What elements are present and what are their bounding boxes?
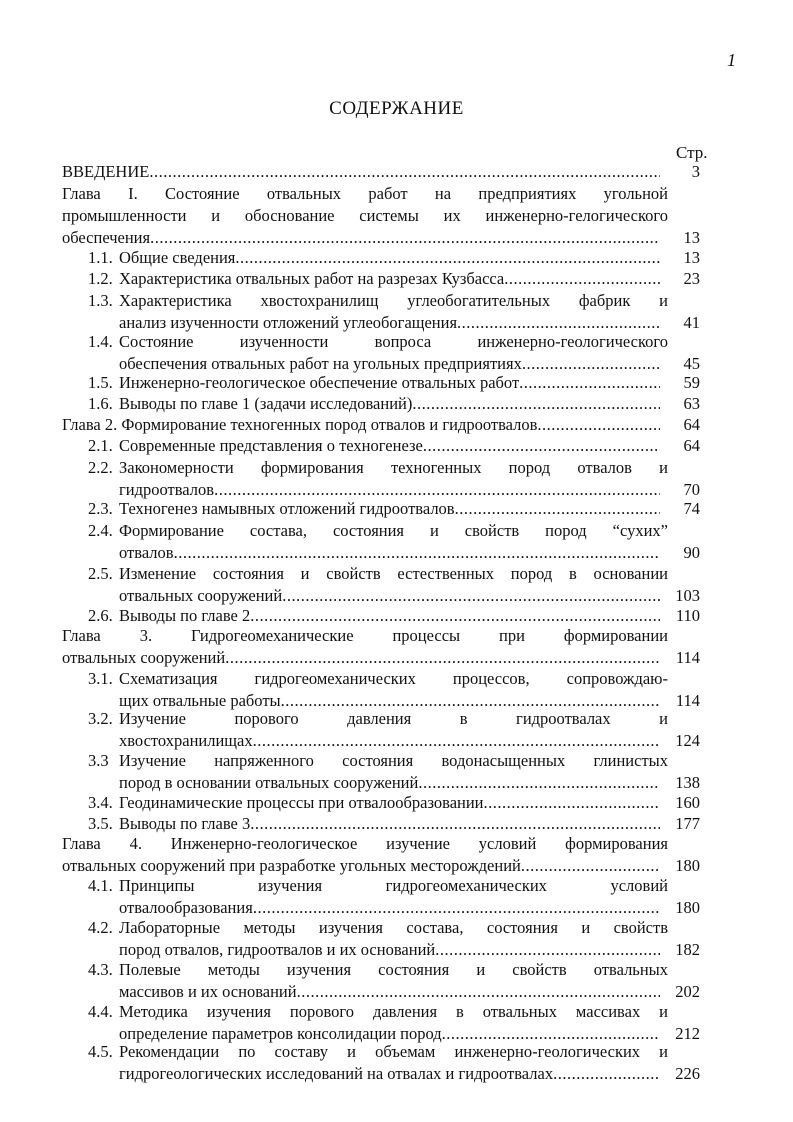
toc-entry-number: 1.5. — [88, 373, 113, 392]
toc-entry-title — [62, 414, 660, 436]
toc-page-number: 13 — [683, 228, 700, 247]
dot-leader — [412, 393, 660, 415]
toc-entry-title — [119, 247, 660, 269]
toc-entry-text: Инженерно-геологическое обеспечение отвальных работ — [119, 373, 520, 392]
page-number: 1 — [727, 50, 736, 70]
toc-page-number: 64 — [683, 436, 700, 455]
toc-page-number: 180 — [675, 856, 700, 875]
toc-entry-text: Формирование состава, состояния и свойств пород “сухих” — [119, 521, 668, 540]
toc-entry-text: Закономерности формирования техногенных пород отвалов и — [119, 458, 668, 477]
toc-entry-text: Выводы по главе 3 — [119, 814, 251, 833]
toc-entry-text: Современные представления о техногенезе — [119, 436, 423, 455]
toc-entry-number: 3.1. — [88, 669, 113, 688]
toc-page-number: 13 — [683, 248, 700, 267]
toc-entry-text: Изучение напряженного состояния водонасыщенных глинистых — [119, 751, 668, 770]
dot-leader — [537, 414, 660, 436]
toc-entry-title — [119, 498, 660, 520]
toc-entry-text: массивов и их оснований — [119, 982, 297, 1001]
toc-entry-text: Глава I. Состояние отвальных работ на предприятиях угольной — [62, 184, 668, 203]
toc-entry-title — [62, 647, 660, 669]
toc-entry-title — [119, 372, 660, 394]
toc-entry-text: хвостохранилищах — [119, 731, 253, 750]
dot-leader — [253, 897, 660, 919]
dot-leader — [149, 161, 660, 183]
toc-entry-number: 3.4. — [88, 793, 113, 812]
toc-entry-text: пород в основании отвальных сооружений — [119, 773, 419, 792]
toc-page-number: 74 — [683, 499, 700, 518]
toc-entry-text: отвальных сооружений — [62, 648, 226, 667]
toc-entry-title — [119, 772, 660, 794]
pages-column-header: Стр. — [676, 143, 708, 162]
toc-page-number: 70 — [683, 480, 700, 499]
toc-entry-number: 4.2. — [88, 918, 113, 937]
dot-leader — [250, 605, 660, 627]
dot-leader — [282, 585, 660, 607]
toc-entry-title — [119, 605, 660, 627]
toc-entry-text: пород отвалов, гидроотвалов и их оснований — [119, 940, 436, 959]
toc-entry-number: 3.5. — [88, 814, 113, 833]
toc-entry-number: 4.4. — [88, 1002, 113, 1021]
dot-leader — [250, 813, 660, 835]
toc-entry-text: Выводы по главе 2 — [119, 606, 251, 625]
toc-page-number: 180 — [675, 898, 700, 917]
toc-entry-text: гидроотвалов — [119, 480, 215, 499]
toc-entry-text: Геодинамические процессы при отвалообразовании — [119, 793, 484, 812]
toc-page-number: 63 — [683, 394, 700, 413]
dot-leader — [435, 939, 660, 961]
toc-entry-text: Общие сведения — [119, 248, 236, 267]
toc-entry-text: Техногенез намывных отложений гидроотвалов — [119, 499, 455, 518]
toc-entry-text: обеспечения отвальных работ на угольных предприятиях — [119, 354, 522, 373]
toc-page-number: 124 — [675, 731, 700, 750]
toc-page-number: 45 — [683, 354, 700, 373]
toc-entry-title — [62, 227, 660, 249]
toc-page-number: 182 — [675, 940, 700, 959]
dot-leader — [423, 435, 660, 457]
toc-entry-text: гидрогеологических исследований на отвалах и гидроотвалах — [119, 1064, 554, 1083]
toc-entry-text: анализ изученности отложений углеобогащения — [119, 313, 458, 332]
toc-entry-text: Глава 2. Формирование техногенных пород отвалов и гидроотвалов — [62, 415, 538, 434]
toc-page-number: 41 — [683, 313, 700, 332]
toc-entry-title — [119, 268, 660, 290]
toc-page-number: 138 — [675, 773, 700, 792]
toc-entry-text: промышленности и обоснование системы их инженерно-гелогического — [62, 206, 668, 225]
toc-entry-title — [119, 813, 660, 835]
toc-entry-title — [119, 435, 660, 457]
toc-entry-title — [119, 542, 660, 564]
toc-entry-text: отвальных сооружений — [119, 586, 283, 605]
toc-entry-number: 1.4. — [88, 332, 113, 351]
toc-entry-text: Глава 3. Гидрогеомеханические процессы при формировании — [62, 626, 668, 645]
toc-entry-text: отвалообразования — [119, 898, 253, 917]
toc-page-number: 59 — [683, 373, 700, 392]
toc-entry-text: Рекомендации по составу и объемам инженерно-геологических и — [119, 1042, 668, 1061]
toc-page-number: 64 — [683, 415, 700, 434]
toc-page-number: 226 — [675, 1064, 700, 1083]
dot-leader — [455, 498, 660, 520]
toc-entry-text: Принципы изучения гидрогеомеханических условий — [119, 876, 668, 895]
toc-entry-number: 2.2. — [88, 458, 113, 477]
toc-entry-number: 4.1. — [88, 876, 113, 895]
dot-leader — [253, 730, 660, 752]
toc-entry-text: Полевые методы изучения состояния и свойств отвальных — [119, 960, 668, 979]
toc-entry-text: отвалов — [119, 543, 174, 562]
toc-entry-text: Лабораторные методы изучения состава, состояния и свойств — [119, 918, 668, 937]
toc-entry-number: 2.4. — [88, 521, 113, 540]
toc-entry-title — [119, 981, 660, 1003]
toc-entry-title — [62, 855, 660, 877]
toc-entry-number: 1.6. — [88, 394, 113, 413]
toc-entry-number: 1.3. — [88, 291, 113, 310]
toc-entry-text: Изучение порового давления в гидроотвалах и — [119, 709, 668, 728]
toc-entry-title — [119, 897, 660, 919]
toc-entry-number: 2.3. — [88, 499, 113, 518]
toc-entry-number: 2.6. — [88, 606, 113, 625]
toc-entry-text: ВВЕДЕНИЕ — [62, 162, 150, 181]
toc-entry-title — [119, 585, 660, 607]
toc-entry-title — [119, 792, 660, 814]
toc-page-number: 160 — [675, 793, 700, 812]
toc-page-number: 90 — [683, 543, 700, 562]
toc-entry-text: отвальных сооружений при разработке угольных месторождений — [62, 856, 521, 875]
toc-entry-text: Характеристика отвальных работ на разрезах Кузбасса — [119, 269, 505, 288]
toc-entry-text: Изменение состояния и свойств естественных пород в основании — [119, 564, 668, 583]
dot-leader — [484, 792, 660, 814]
dot-leader — [519, 372, 660, 394]
toc-entry-title — [119, 393, 660, 415]
toc-page-number: 23 — [683, 269, 700, 288]
dot-leader — [521, 855, 660, 877]
toc-entry-text: Глава 4. Инженерно-геологическое изучение условий формирования — [62, 834, 668, 853]
dot-leader — [297, 981, 660, 1003]
toc-entry-number: 1.2. — [88, 269, 113, 288]
toc-entry-title — [119, 1063, 660, 1085]
toc-page-number: 114 — [675, 648, 700, 667]
dot-leader — [504, 268, 660, 290]
toc-entry-text: Методика изучения порового давления в отвальных массивах и — [119, 1002, 668, 1021]
toc-page-number: 177 — [675, 814, 700, 833]
toc-entry-title — [119, 730, 660, 752]
toc-entry-number: 4.5. — [88, 1042, 113, 1061]
page-title: СОДЕРЖАНИЕ — [329, 98, 464, 119]
toc-page-number: 114 — [675, 691, 700, 710]
toc-entry-text: Характеристика хвостохранилищ углеобогатительных фабрик и — [119, 291, 668, 310]
toc-entry-text: Выводы по главе 1 (задачи исследований) — [119, 394, 413, 413]
toc-entry-number: 1.1. — [88, 248, 113, 267]
toc-entry-number: 3.2. — [88, 709, 113, 728]
toc-page-number: 202 — [675, 982, 700, 1001]
toc-entry-text: обеспечения — [62, 228, 151, 247]
dot-leader — [235, 247, 660, 269]
toc-entry-title — [62, 161, 660, 183]
dot-leader — [150, 227, 660, 249]
toc-entry-number: 3.3 — [88, 751, 109, 770]
dot-leader — [418, 772, 660, 794]
dot-leader — [225, 647, 660, 669]
toc-entry-title — [119, 939, 660, 961]
toc-entry-text: Схематизация гидрогеомеханических процессов, сопровождаю- — [119, 669, 668, 688]
dot-leader — [174, 542, 660, 564]
toc-entry-number: 4.3. — [88, 960, 113, 979]
toc-page-number: 212 — [675, 1024, 700, 1043]
toc-page-number: 103 — [675, 586, 700, 605]
toc-page-number: 3 — [691, 162, 700, 181]
toc-entry-text: щих отвальные работы — [119, 691, 281, 710]
dot-leader — [553, 1063, 660, 1085]
toc-page-number: 110 — [675, 606, 700, 625]
toc-entry-text: Состояние изученности вопроса инженерно-геологического — [119, 332, 668, 351]
toc-entry-number: 2.1. — [88, 436, 113, 455]
toc-entry-number: 2.5. — [88, 564, 113, 583]
toc-entry-text: определение параметров консолидации пород — [119, 1024, 442, 1043]
